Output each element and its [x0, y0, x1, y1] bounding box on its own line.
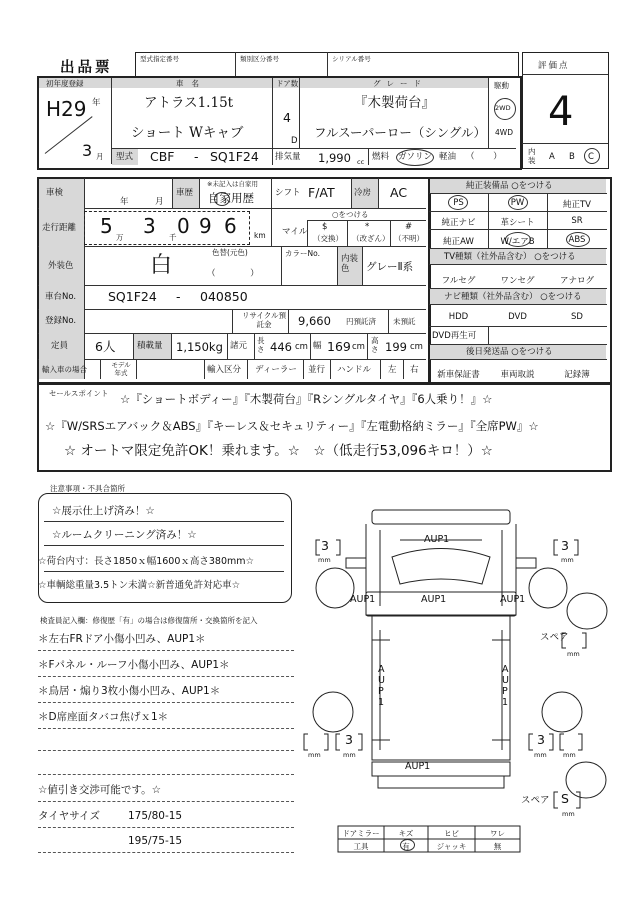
length-value: 446: [270, 340, 292, 354]
front-right-tire: [529, 568, 567, 608]
meter-hash: #: [405, 222, 413, 232]
grade-label: グレード: [373, 79, 427, 88]
width-label: 幅: [313, 341, 322, 351]
navi-sd: SD: [571, 312, 583, 322]
inspector-item-2: ＊Fパネル・ルーフ小傷小凹み、AUP1＊: [38, 659, 230, 671]
mileage-sen: 千: [169, 233, 177, 242]
inspector-item-1: ＊左右FRドア小傷小凹み、AUP1＊: [38, 633, 206, 645]
recycle-label: リサイクル預託金: [242, 311, 286, 329]
length-unit: cm: [295, 342, 308, 352]
mileage-digit-3: 0: [177, 214, 190, 238]
damage-mark-left-door: AUP1: [350, 594, 376, 605]
equip-pw: PW: [510, 198, 525, 208]
score-label: 評価点: [538, 61, 570, 71]
fuel-label: 燃料: [372, 152, 390, 162]
width-unit: cm: [352, 342, 365, 352]
sales-label: セールスポイント: [49, 389, 109, 398]
import-dealer: ディーラー: [255, 365, 297, 375]
notes-label: 注意事項・不具合箇所: [50, 484, 125, 493]
equip-airbag: W/エアB: [500, 237, 535, 247]
doors-label: ドア数: [276, 79, 299, 88]
note-1: ☆展示仕上げ済み！☆: [52, 505, 155, 517]
mm-fl: mm: [318, 556, 331, 564]
fuel-gasoline: ガソリン: [398, 152, 433, 162]
equip-abs: ABS: [568, 235, 586, 245]
mm-rr-outer: mm: [563, 751, 576, 759]
front-left-tire: [316, 568, 354, 608]
acc-break: ワレ: [490, 829, 505, 838]
doc-warranty: 新車保証書: [437, 370, 480, 380]
height-unit: cm: [410, 342, 423, 352]
displacement-label: 排気量: [275, 152, 301, 162]
chassis-dash: -: [176, 289, 181, 304]
tire-size-1: 175/80-15: [128, 810, 183, 822]
handle-left: 左: [388, 365, 397, 375]
handle-right: 右: [410, 365, 419, 375]
interior-color-value: グレーⅡ系: [366, 261, 414, 273]
spare-bottom-tire: [566, 762, 606, 798]
acc-crack: ヒビ: [444, 829, 459, 838]
meter-unknown: （不明）: [394, 234, 424, 243]
drive-4wd: 4WD: [495, 128, 513, 137]
damage-mark-right-side: AUP1: [502, 664, 509, 708]
fuel-other: （ ）: [466, 152, 510, 162]
meter-note: ○をつける: [332, 210, 369, 219]
tv-title: TV種類（社外品含む） ○をつける: [444, 252, 576, 262]
inspector-label: 検査員記入欄：修復歴「有」の場合は修復箇所・交換箇所を記入: [40, 616, 258, 625]
length-label: 長さ: [257, 336, 265, 354]
car-name-line2: ショート Wキャブ: [131, 125, 244, 141]
car-name-label: 車名: [176, 79, 207, 88]
model-designation-label: 型式指定番号: [140, 55, 179, 63]
registration-year: H29: [46, 97, 87, 121]
recycle-value: 9,660: [298, 314, 331, 328]
width-value: 169: [327, 339, 351, 354]
doc-manual: 車両取説: [500, 370, 535, 380]
damage-mark-rear: AUP1: [405, 761, 431, 772]
tv-analog: アナログ: [559, 276, 594, 286]
inspector-item-3: ＊鳥居・煽り3枚小傷小凹み、AUP1＊: [38, 685, 221, 697]
fuel-diesel: 軽油: [439, 152, 457, 162]
aircon-value: AC: [390, 185, 408, 200]
sales-line1: ☆『ショートボディー』『木製荷台』『Rシングルタイヤ』『6人乗り！』☆: [120, 392, 493, 406]
interior-grade-b: B: [569, 152, 575, 162]
mm-spare-bottom: mm: [562, 810, 575, 818]
front-bumper-outline: [372, 510, 510, 524]
recycle-unpaid: 未預託: [393, 317, 416, 326]
navi-hdd: HDD: [448, 312, 469, 322]
shift-value: F/AT: [308, 185, 335, 200]
mileage-digit-2: 3: [143, 214, 156, 238]
spare-tread-value: S: [561, 791, 569, 806]
inspection-label: 車検: [46, 188, 64, 198]
model-code-dash: -: [194, 149, 199, 164]
acc-tools-yes: 有: [402, 842, 410, 851]
model-code-value2: SQ1F24: [210, 149, 259, 164]
color-change-note: 色替(元色): [212, 248, 248, 257]
grade-line2: フルスーパーロー（シングル）: [314, 125, 486, 140]
recycle-unit: 円預託済: [346, 317, 376, 326]
registration-month: 3: [82, 141, 93, 160]
car-name-line1: アトラス1.15t: [144, 95, 234, 111]
model-code-value1: CBF: [150, 149, 175, 164]
navi-dvd: DVD: [508, 312, 527, 322]
tv-oneseg: ワンセグ: [500, 276, 535, 286]
mm-spare-top: mm: [567, 650, 580, 658]
note-2: ☆ルームクリーニング済み！☆: [52, 529, 197, 541]
tire-label: タイヤサイズ: [38, 810, 100, 822]
dvd-playback: DVD再生可: [432, 331, 477, 341]
color-value: 白: [150, 253, 173, 278]
color-change-paren: （ ）: [207, 269, 275, 279]
tread-rear-right: 3: [537, 732, 545, 747]
displacement-unit: cc: [357, 158, 365, 166]
interior-grade-label: 内装: [528, 147, 536, 165]
height-value: 199: [385, 340, 407, 354]
plate-label: 登録No.: [45, 316, 77, 326]
inspector-item-4: ＊D席座面タバコ焦げｘ1＊: [38, 711, 169, 723]
meter-tampered: （改ざん）: [352, 234, 390, 243]
sales-line2: ☆『W/SRSエアバック＆ABS』『キーレス＆セキュリティー』『左電動格納ミラー』『全席PW』☆: [45, 419, 539, 433]
acc-door-mirror: ドアミラー: [342, 829, 380, 838]
mm-fr: mm: [561, 556, 574, 564]
color-no-label: カラーNo.: [285, 249, 320, 258]
acc-jack: ジャッキ: [436, 842, 467, 851]
navi-title: ナビ種類（社外品含む） ○をつける: [444, 292, 582, 302]
mm-rr-inner: mm: [534, 751, 547, 759]
shift-label: シフト: [275, 188, 301, 198]
interior-color-label: 内装色: [341, 254, 359, 274]
mm-rl-outer: mm: [308, 751, 321, 759]
meter-exchange: （交換）: [313, 234, 343, 243]
damage-mark-roof: AUP1: [421, 594, 447, 605]
chassis-value1: SQ1F24: [108, 289, 157, 304]
interior-grade-a: A: [549, 152, 555, 162]
drive-label: 駆動: [494, 81, 509, 90]
month-unit: 月: [96, 152, 104, 161]
rear-left-tire: [313, 692, 353, 732]
spare-label-bottom: スペア: [521, 795, 550, 806]
class-number-label: 類別区分番号: [240, 55, 279, 63]
meter-dollar: $: [322, 222, 328, 232]
equip-leather: 革シート: [500, 218, 535, 228]
mm-rl-inner: mm: [343, 751, 356, 759]
tire-size-2: 195/75-15: [128, 835, 183, 847]
tread-front-left: 3: [321, 538, 329, 553]
load-value: 1,150kg: [176, 340, 223, 354]
model-code-label: 型式: [116, 152, 134, 162]
mileage-unit: km: [254, 231, 266, 240]
acc-jack-no: 無: [493, 842, 502, 851]
note-3: ☆荷台内寸：長さ1850ｘ幅1600ｘ高さ380mm☆: [38, 556, 255, 567]
equip-tv: 純正TV: [562, 200, 591, 210]
import-handle-label: ハンドル: [337, 365, 372, 375]
meter-asterisk: *: [365, 222, 370, 232]
chassis-value2: 040850: [200, 289, 248, 304]
spare-top-tire: [567, 593, 607, 629]
equip-aw: 純正AW: [443, 237, 474, 247]
acc-tools: 工具: [353, 842, 369, 851]
mileage-digit-1: 5: [100, 214, 113, 238]
grade-line1: 『木製荷台』: [354, 95, 435, 111]
color-label: 外装色: [48, 261, 74, 271]
note-4: ☆車輌総重量3.5トン未満☆新普通免許対応車☆: [38, 580, 241, 591]
year-unit: 年: [92, 98, 101, 108]
height-label: 高さ: [371, 336, 379, 354]
sheet-title: 出品票: [60, 60, 113, 76]
equip-navi: 純正ナビ: [441, 218, 476, 228]
mileage-man: 万: [116, 233, 124, 242]
damage-mark-left-side: AUP1: [378, 664, 385, 708]
inspection-month-unit: 月: [155, 197, 164, 207]
import-label: 輸入車の場合: [42, 365, 87, 374]
import-model-year-label: モデル年式: [111, 361, 131, 377]
displacement-value: 1,990: [318, 151, 351, 165]
acc-scratch: キズ: [398, 829, 414, 838]
damage-mark-right-door: AUP1: [500, 594, 526, 605]
tread-front-right: 3: [561, 538, 569, 553]
dims-label: 諸元: [230, 341, 248, 351]
spare-label-top: スペア: [540, 632, 569, 643]
mileage-digit-4: 9: [199, 214, 212, 238]
inspector-item-7: ☆値引き交渉可能です。☆: [38, 784, 161, 796]
serial-number-label: シリアル番号: [332, 55, 371, 63]
history-note: ※未記入は自家用: [207, 180, 258, 188]
capacity-value: 6人: [95, 339, 116, 354]
meter-label: マイル: [282, 227, 308, 237]
rear-right-tire: [542, 692, 582, 732]
load-label: 積載量: [137, 341, 163, 351]
doc-records: 記録簿: [564, 370, 590, 380]
interior-grade-c: C: [588, 152, 594, 162]
capacity-label: 定員: [51, 341, 69, 351]
sales-line3: ☆ オートマ限定免許OK！乗れます。☆ ☆（低走行53,096キロ！）☆: [64, 443, 493, 459]
import-type-label: 輸入区分: [207, 365, 242, 375]
history-label: 車歴: [176, 188, 194, 198]
registration-label: 初年度登録: [46, 79, 84, 88]
damage-mark-front: AUP1: [424, 534, 450, 545]
equipment-title: 純正装備品 ○をつける: [466, 181, 553, 191]
doors-suffix: D: [291, 136, 298, 146]
aircon-label: 冷房: [354, 188, 372, 198]
mileage-label: 走行距離: [42, 223, 77, 233]
mileage-digit-5: 6: [224, 214, 237, 238]
equip-ps: PS: [453, 198, 464, 208]
chassis-label: 車台No.: [45, 292, 77, 302]
doors-value: 4: [283, 110, 291, 125]
tv-fullseg: フルセグ: [441, 276, 476, 286]
inspection-year-unit: 年: [120, 197, 129, 207]
windshield-outline: [392, 549, 490, 585]
score-value: 4: [548, 89, 574, 135]
history-value: 自家用歴: [208, 191, 254, 205]
docs-title: 後日発送品 ○をつける: [466, 347, 553, 357]
import-parallel: 並行: [308, 365, 326, 375]
equip-sr: SR: [571, 216, 583, 226]
drive-2wd: 2WD: [495, 104, 511, 112]
tread-rear-left: 3: [345, 732, 353, 747]
